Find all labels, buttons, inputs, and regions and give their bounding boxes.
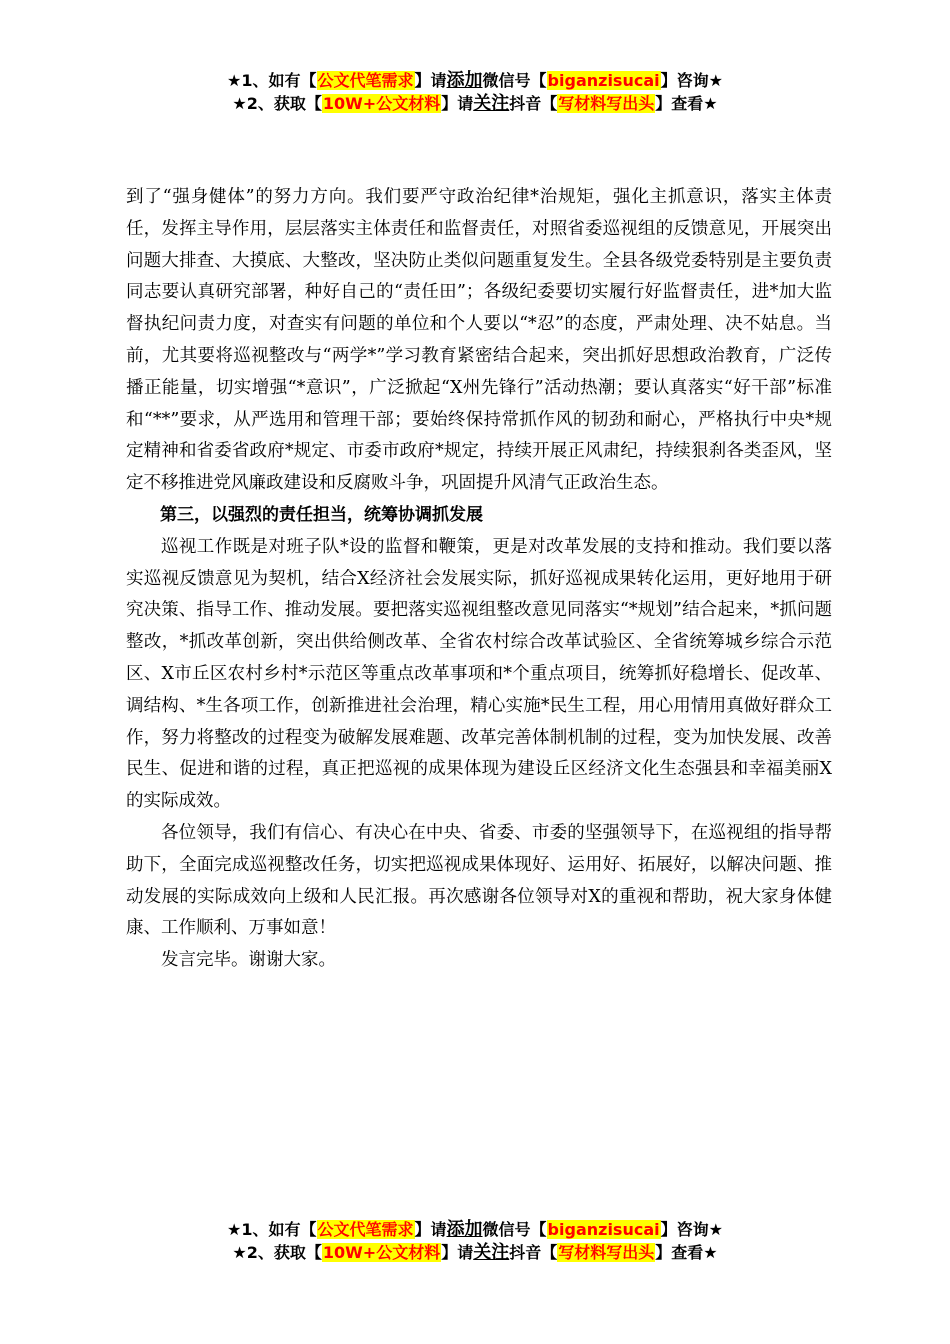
banner-text: 】请 xyxy=(441,94,474,113)
body-paragraph-3: 各位领导，我们有信心、有决心在中央、省委、市委的坚强领导下，在巡视组的指导帮助下，全面完成巡视整改任务，切实把巡视成果体现好、运用好、拓展好，以解决问题、推动发展的实际成效向上级和人民汇报。再次感谢各位领导对X的重视和帮助，祝大家身体健康、工作顺利、万事如意！ xyxy=(126,822,832,939)
banner-highlight: 10W+公文材料 xyxy=(322,94,441,113)
banner-highlight: 写材料写出头 xyxy=(558,94,655,113)
footer-banner xyxy=(0,1218,950,1264)
footer-banner-line-1 xyxy=(0,1218,950,1241)
banner-text: ★1、如有【 xyxy=(227,1220,317,1239)
header-banner-line-2 xyxy=(0,92,950,115)
banner-text: 微信号【 xyxy=(482,1220,547,1239)
banner-text: 】请 xyxy=(414,71,447,90)
banner-highlight: 公文代笔需求 xyxy=(317,71,414,90)
banner-text: 微信号【 xyxy=(482,71,547,90)
footer-banner-line-2 xyxy=(0,1241,950,1264)
banner-highlight: 公文代笔需求 xyxy=(317,1220,414,1239)
banner-underlined: 关注 xyxy=(473,93,510,114)
banner-highlight: biganzisucai xyxy=(547,1220,660,1239)
document-body xyxy=(126,182,832,977)
banner-text: 抖音【 xyxy=(509,1243,558,1262)
banner-text: 抖音【 xyxy=(509,94,558,113)
banner-text: 】请 xyxy=(441,1243,474,1262)
section-heading-3: 第三，以强烈的责任担当，统筹协调抓发展 xyxy=(160,504,483,525)
banner-highlight: biganzisucai xyxy=(547,71,660,90)
banner-text: 】咨询★ xyxy=(660,71,723,90)
banner-text: 】查看★ xyxy=(655,94,718,113)
body-paragraph-2: 巡视工作既是对班子队*设的监督和鞭策，更是对改革发展的支持和推动。我们要以落实巡视反馈意见为契机，结合X经济社会发展实际，抓好巡视成果转化运用，更好地用于研究决策、指导工作、推动发展。要把落实巡视组整改意见同落实“*规划”结合起来，*抓问题整改，*抓改革创新，突出供给侧改革、全省农村综合改革试验区、全省统筹城乡综合示范区、X市丘区农村乡村*示范区等重点改革事项和*个重点项目，统筹抓好稳增长、促改革、调结构、*生各项工作，创新推进社会治理，精心实施*民生工程，用心用情用真做好群众工作，努力将整改的过程变为破解发展难题、改革完善体制机制的过程，变为加快发展、改善民生、促进和谐的过程，真正把巡视的成果体现为建设丘区经济文化生态强县和幸福美丽X的实际成效。 xyxy=(126,536,832,812)
banner-text: ★2、获取【 xyxy=(232,1243,322,1262)
banner-underlined: 关注 xyxy=(473,1242,510,1263)
banner-underlined: 添加 xyxy=(446,70,483,91)
banner-text: ★2、获取【 xyxy=(232,94,322,113)
body-paragraph-1: 到了“强身健体”的努力方向。我们要严守政治纪律*治规矩，强化主抓意识，落实主体责任，发挥主导作用，层层落实主体责任和监督责任，对照省委巡视组的反馈意见，开展突出问题大排查、大摸底、大整改，坚决防止类似问题重复发生。全县各级党委特别是主要负责同志要认真研究部署，种好自己的“责任田”；各级纪委要切实履行好监督责任，进*加大监督执纪问责力度，对查实有问题的单位和个人要以“*忍”的态度，严肃处理、决不姑息。当前，尤其要将巡视整改与“两学*”学习教育紧密结合起来，突出抓好思想政治教育，广泛传播正能量，切实增强“*意识”，广泛掀起“X州先锋行”活动热潮；要认真落实“好干部”标准和“**”要求，从严选用和管理干部；要始终保持常抓作风的韧劲和耐心，严格执行中央*规定精神和省委省政府*规定、市委市政府*规定，持续开展正风肃纪，持续狠刹各类歪风，坚定不移推进党风廉政建设和反腐败斗争，巩固提升风清气正政治生态。 xyxy=(126,187,832,494)
header-banner-line-1 xyxy=(0,69,950,92)
banner-highlight: 10W+公文材料 xyxy=(322,1243,441,1262)
banner-underlined: 添加 xyxy=(446,1219,483,1240)
body-paragraph-4: 发言完毕。谢谢大家。 xyxy=(161,950,336,971)
banner-text: 】请 xyxy=(414,1220,447,1239)
banner-text: ★1、如有【 xyxy=(227,71,317,90)
header-banner xyxy=(0,69,950,115)
banner-text: 】咨询★ xyxy=(660,1220,723,1239)
banner-text: 】查看★ xyxy=(655,1243,718,1262)
banner-highlight: 写材料写出头 xyxy=(558,1243,655,1262)
